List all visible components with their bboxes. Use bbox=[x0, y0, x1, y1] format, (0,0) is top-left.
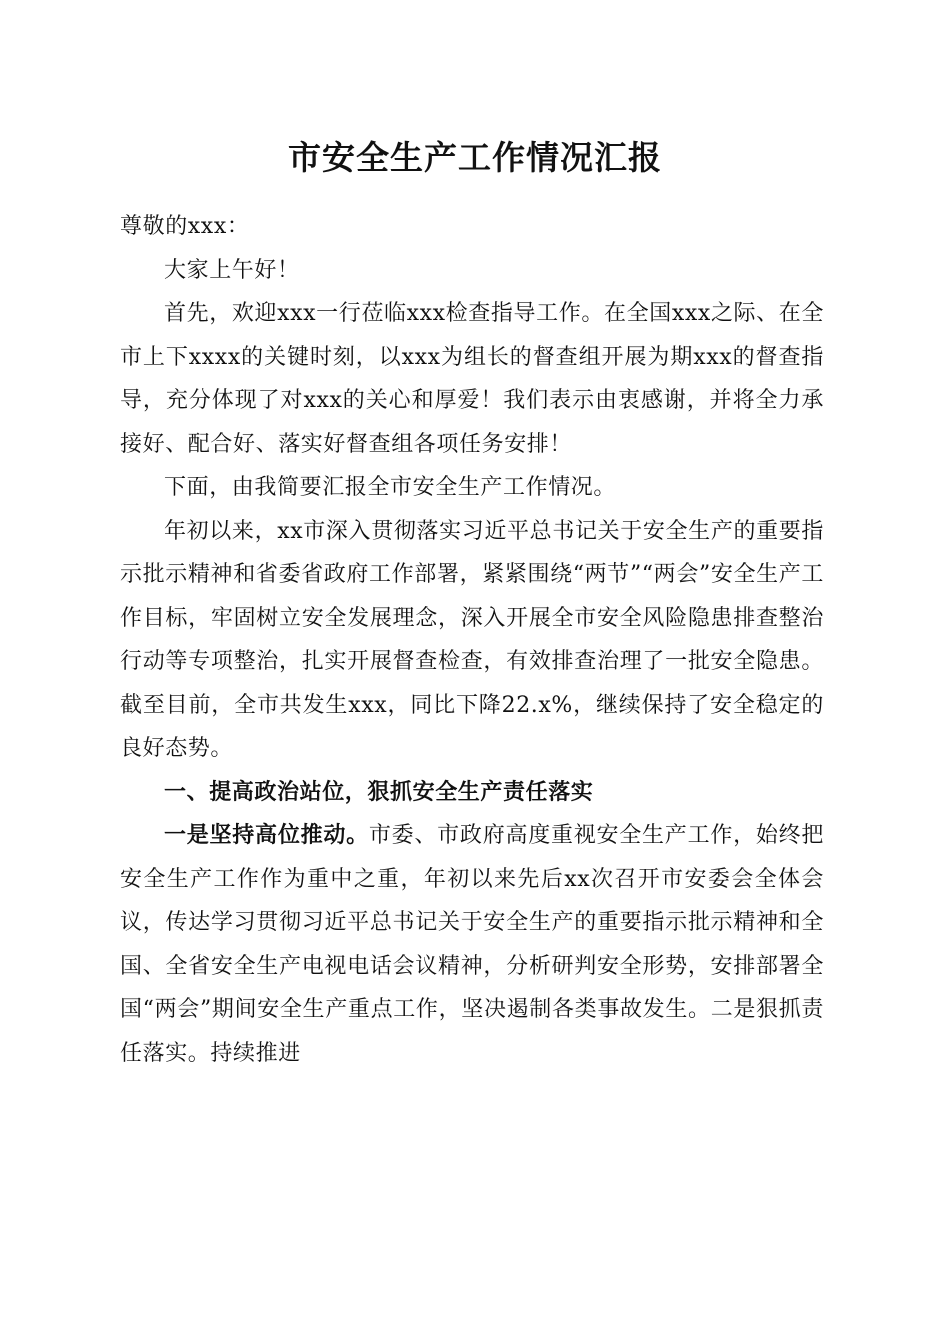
document-body bbox=[120, 205, 824, 1075]
document-title: 市安全生产工作情况汇报 bbox=[288, 138, 662, 177]
paragraph-overview: 年初以来，xx市深入贯彻落实习近平总书记关于安全生产的重要指示批示精神和省委省政府工作部署，紧紧围绕“两节”“两会”安全生产工作目标，牢固树立安全发展理念，深入开展全市安全风险隐患排查整治行动等专项整治，扎实开展督查检查，有效排查治理了一批安全隐患。截至目前，全市共发生xxx，同比下降22.x%，继续保持了安全稳定的良好态势。 bbox=[120, 518, 824, 761]
salutation: 尊敬的xxx： bbox=[120, 214, 250, 239]
section-lead: 一是坚持高位推动。 bbox=[164, 823, 369, 848]
paragraph-intro: 下面，由我简要汇报全市安全生产工作情况。 bbox=[164, 475, 617, 500]
greeting: 大家上午好！ bbox=[164, 257, 300, 283]
section-body: 市委、市政府高度重视安全生产工作，始终把安全生产工作作为重中之重，年初以来先后xx次召开市安委会全体会议，传达学习贯彻习近平总书记关于安全生产的重要指示批示精神和全国、全省安全生产电视电话会议精神，分析研判安全形势，安排部署全国“两会”期间安全生产重点工作，坚决遏制各类事故发生。二是狠抓责任落实。持续推进 bbox=[120, 823, 824, 1066]
section-heading: 一、提高政治站位，狠抓安全生产责任落实 bbox=[164, 779, 594, 805]
paragraph-welcome: 首先，欢迎xxx一行莅临xxx检查指导工作。在全国xxx之际、在全市上下xxxx的关键时刻，以xxx为组长的督查组开展为期xxx的督查指导，充分体现了对xxx的关心和厚爱！我们表示由衷感谢，并将全力承接好、配合好、落实好督查组各项任务安排！ bbox=[120, 301, 824, 457]
section-paragraph bbox=[120, 814, 824, 1075]
